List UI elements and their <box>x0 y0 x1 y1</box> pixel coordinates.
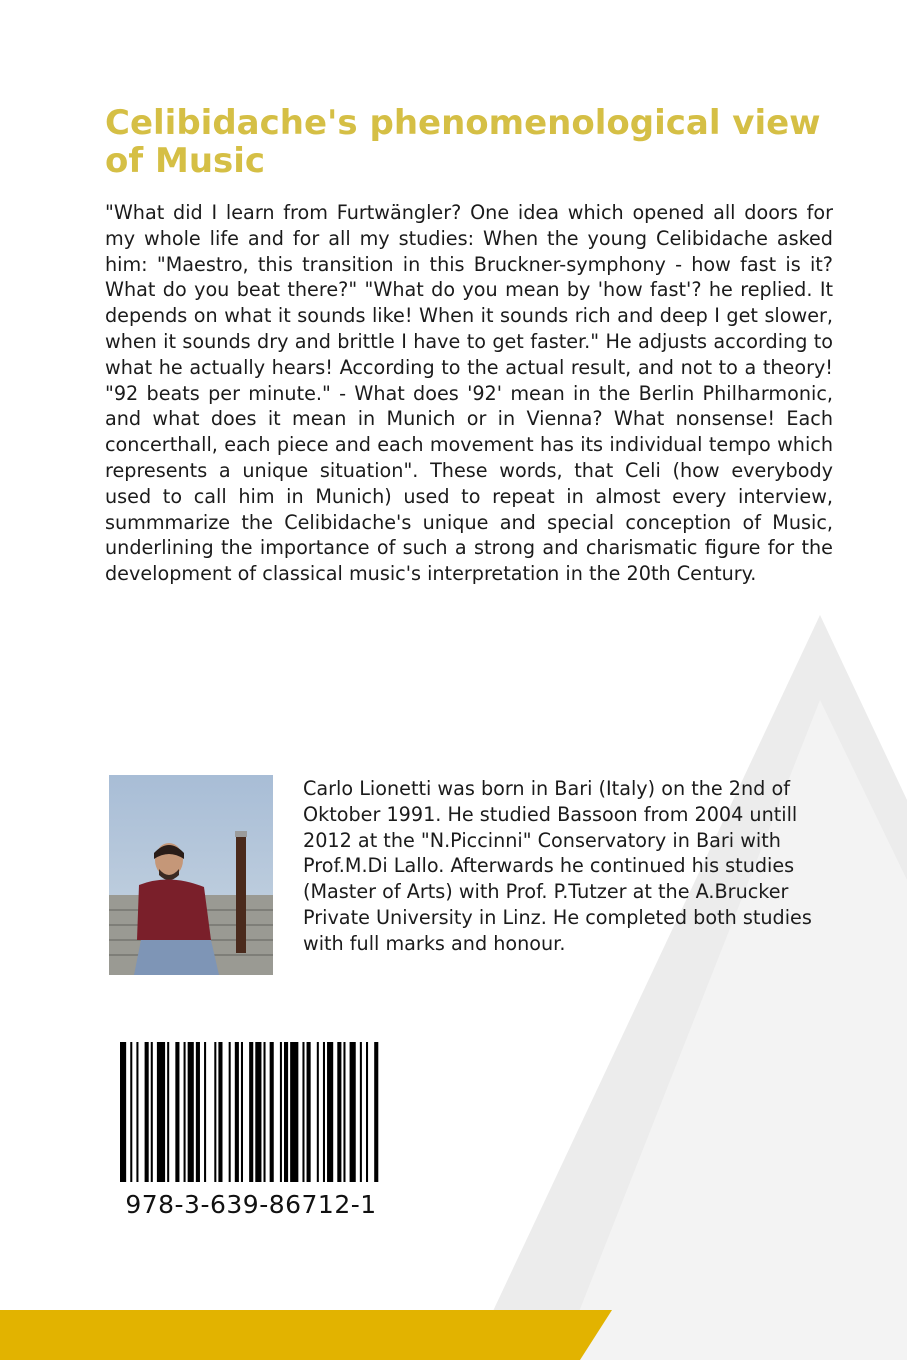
barcode-bar <box>235 1042 239 1182</box>
barcode-bar <box>264 1042 266 1182</box>
barcode-bar <box>290 1042 298 1182</box>
barcode-bar <box>337 1042 341 1182</box>
barcode-bar <box>175 1042 179 1182</box>
barcode-bar <box>350 1042 356 1182</box>
barcode-bar <box>204 1042 206 1182</box>
yellow-bottom-band <box>0 1310 612 1360</box>
barcode-bar <box>307 1042 311 1182</box>
barcode-bar <box>130 1042 132 1182</box>
book-title: Celibidache's phenomenological view of Music <box>105 103 821 181</box>
barcode-bar <box>270 1042 274 1182</box>
barcode-bar <box>241 1042 243 1182</box>
barcode-bar <box>145 1042 149 1182</box>
barcode-bar <box>151 1042 153 1182</box>
barcode-bar <box>249 1042 253 1182</box>
barcode-bar <box>229 1042 231 1182</box>
isbn-number: 978-3-639-86712-1 <box>125 1190 377 1219</box>
author-bio: Carlo Lionetti was born in Bari (Italy) on the 2nd of Oktober 1991. He studied Bassoon from 2004 untill 2012 at the "N.Piccinni" Conservatory in Bari with Prof.M.Di Lallo. Afterwards he continued his studies (Master of Arts) with Prof. P.Tutzer at the A.Brucker Private University in Linz. He completed both studies with full marks and honour. <box>303 777 812 955</box>
barcode-bar <box>157 1042 165 1182</box>
barcode-bar <box>196 1042 200 1182</box>
barcode-bar <box>136 1042 138 1182</box>
barcode-bar <box>188 1042 194 1182</box>
barcode-bar <box>343 1042 345 1182</box>
barcode-bar <box>218 1042 222 1182</box>
barcode-bar <box>317 1042 319 1182</box>
barcode-bar <box>302 1042 304 1182</box>
barcode-bar <box>214 1042 216 1182</box>
barcode-bar <box>366 1042 368 1182</box>
barcode-bar <box>120 1042 126 1182</box>
barcode-bar <box>255 1042 261 1182</box>
barcode-bar <box>360 1042 362 1182</box>
barcode-bar <box>280 1042 282 1182</box>
barcode-bar <box>184 1042 186 1182</box>
book-blurb: "What did I learn from Furtwängler? One idea which opened all doors for my whole life and for all my studies: When the young Celibidache asked him: "Maestro, this transition in this Bruckner-symphony - how fast is it? What do you beat there?" "What do you mean by 'how fast'? he replied. It depends on what it sounds like! When it sounds rich and deep I get slower, when it sounds dry and brittle I have to get faster." He adjusts according to what he actually hears! According to the actual result, and not to a theory! "92 beats per minute." - What does '92' mean in the Berlin Philharmonic, and what does it mean in Munich or in Vienna? What nonsense! Each concerthall, each piece and each movement has its individual tempo which represents a unique situation". These words, that Celi (how everybody used to call him in Munich) used to repeat in almost every interview, summmarize the Celibidache's unique and special conception of Music, underlining the importance of such a strong and charismatic figure for the development of classical music's interpretation in the 20th Century. <box>105 201 833 586</box>
barcode-bar <box>327 1042 333 1182</box>
barcode-bar <box>374 1042 378 1182</box>
isbn-barcode <box>106 1030 406 1230</box>
barcode-bar <box>167 1042 169 1182</box>
barcode-bar <box>284 1042 288 1182</box>
author-photo <box>109 775 273 975</box>
barcode-bar <box>323 1042 325 1182</box>
barcode-bars <box>116 1042 386 1187</box>
